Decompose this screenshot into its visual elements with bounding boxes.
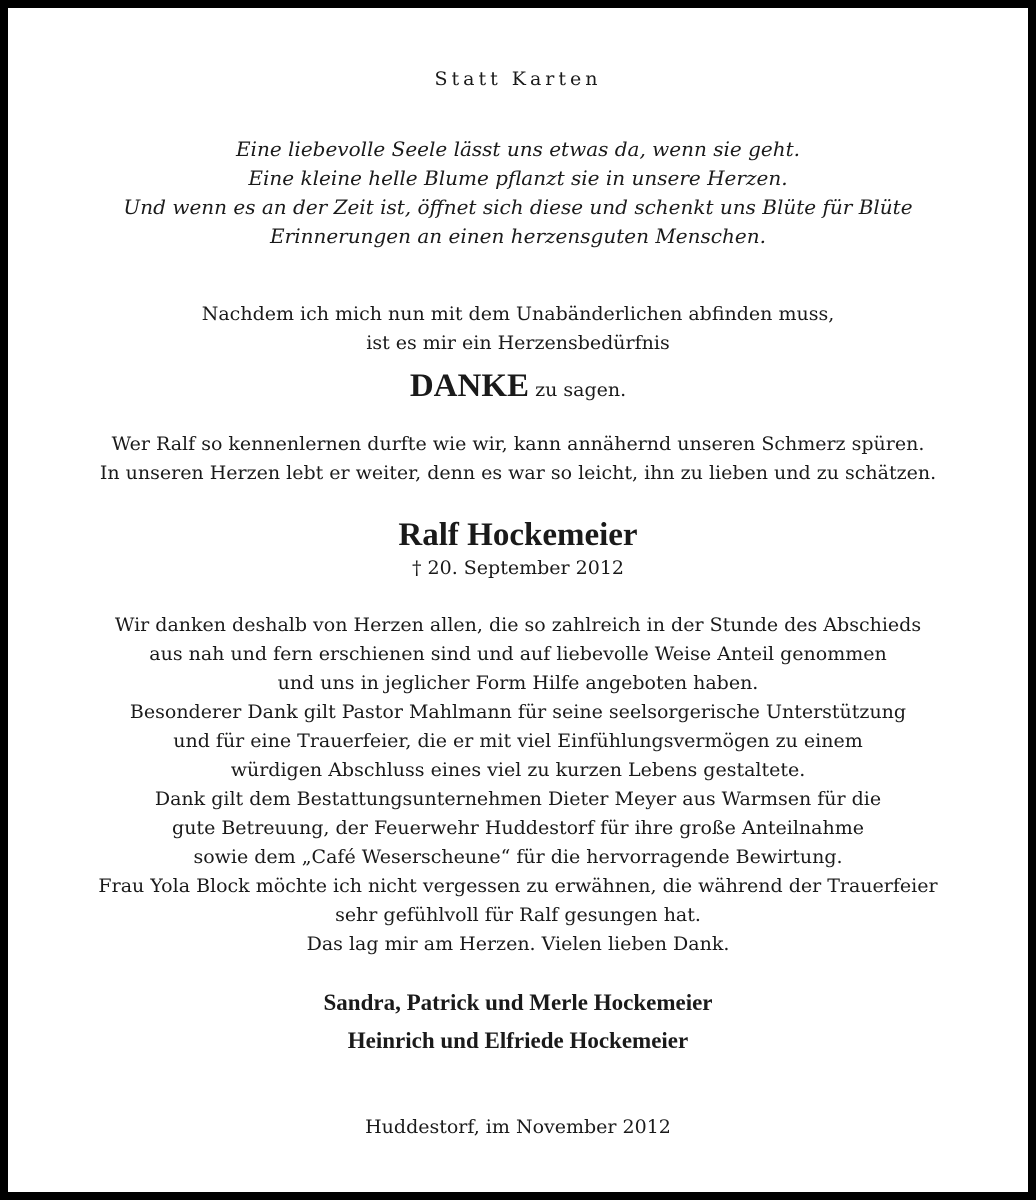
deceased-name: Ralf Hockemeier (398, 517, 638, 553)
danke-rest: zu sagen. (535, 379, 627, 401)
signature-line: Sandra, Patrick und Merle Hockemeier (323, 990, 713, 1015)
danke-line (8, 366, 1028, 410)
notice-heading: Statt Karten (434, 68, 602, 90)
thanks-line: gute Betreuung, der Feuerwehr Huddestorf für ihre große Anteilnahme (172, 817, 864, 839)
intro-line: Nachdem ich mich nun mit dem Unabänderlichen abfinden muss, (201, 303, 835, 325)
poem-line: Eine liebevolle Seele lässt uns etwas da, wenn sie geht. (235, 137, 801, 161)
thanks-line: würdigen Abschluss eines viel zu kurzen Lebens gestaltete. (230, 759, 806, 781)
thanks-line: und für eine Trauerfeier, die er mit viel Einfühlungsvermögen zu einem (173, 730, 863, 752)
thanks-line: und uns in jeglicher Form Hilfe angeboten haben. (277, 672, 759, 694)
thanks-line: aus nah und fern erschienen sind und auf liebevolle Weise Anteil genommen (149, 643, 887, 665)
poem-line: Eine kleine helle Blume pflanzt sie in unsere Herzen. (248, 166, 788, 190)
thanks-line: sowie dem „Café Weserscheune“ für die hervorragende Bewirtung. (193, 846, 843, 868)
thanks-line: Frau Yola Block möchte ich nicht vergessen zu erwähnen, die während der Trauerfeier (98, 875, 938, 897)
thanks-line: Dank gilt dem Bestattungsunternehmen Dieter Meyer aus Warmsen für die (154, 788, 882, 810)
danke-word: DANKE (409, 368, 530, 404)
poem-line: Und wenn es an der Zeit ist, öffnet sich diese und schenkt uns Blüte für Blüte (123, 195, 913, 219)
thanks-line: Wir danken deshalb von Herzen allen, die so zahlreich in der Stunde des Abschieds (114, 614, 922, 636)
intro-line: ist es mir ein Herzensbedürfnis (366, 332, 670, 354)
thanks-line: Das lag mir am Herzen. Vielen lieben Dank. (306, 933, 730, 955)
signature-line: Heinrich und Elfriede Hockemeier (347, 1028, 689, 1053)
poem-line: Erinnerungen an einen herzensguten Menschen. (270, 224, 766, 248)
remembrance-line: Wer Ralf so kennenlernen durfte wie wir, kann annähernd unseren Schmerz spüren. (111, 433, 925, 455)
thanks-line: Besonderer Dank gilt Pastor Mahlmann für seine seelsorgerische Unterstützung (129, 701, 907, 723)
thanks-line: sehr gefühlvoll für Ralf gesungen hat. (335, 904, 701, 926)
remembrance-line: In unseren Herzen lebt er weiter, denn es war so leicht, ihn zu lieben und zu schätzen. (99, 462, 937, 484)
death-date: † 20. September 2012 (412, 557, 624, 579)
place-date: Huddestorf, im November 2012 (365, 1116, 671, 1138)
